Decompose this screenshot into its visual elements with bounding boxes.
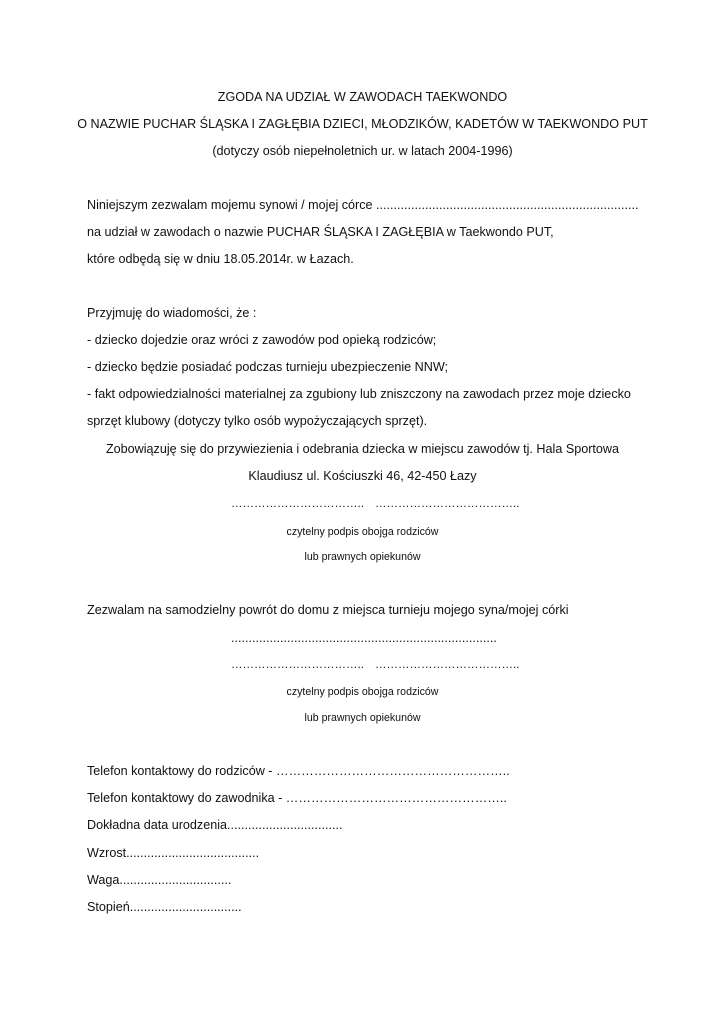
consent-line-1: Niniejszym zezwalam mojemu synowi / mojej córce ........................................................................... xyxy=(87,198,639,212)
signature-dots-right: ……………………………….. xyxy=(375,498,520,510)
field-birth-date: Dokładna data urodzenia................................. xyxy=(87,818,343,832)
consent-line-2: na udział w zawodach o nazwie PUCHAR ŚLĄSKA I ZAGŁĘBIA w Taekwondo PUT, xyxy=(87,225,554,239)
signature-dots-right: ……………………………….. xyxy=(375,659,520,671)
signature-caption: lub prawnych opiekunów xyxy=(304,712,421,724)
field-height: Wzrost...................................... xyxy=(87,846,260,860)
ack-item: - fakt odpowiedzialności materialnej za zgubiony lub zniszczony na zawodach przez moje dziecko xyxy=(87,387,631,401)
signature-dots-left: …………………………….. xyxy=(231,659,364,671)
field-weight: Waga................................ xyxy=(87,873,232,887)
signature-caption: czytelny podpis obojga rodziców xyxy=(286,526,439,538)
field-grade: Stopień................................ xyxy=(87,900,242,914)
signature-dots-left: …………………………….. xyxy=(231,498,364,510)
return-home-dots: ............................................................................ xyxy=(231,631,497,645)
consent-line-3: które odbędą się w dniu 18.05.2014r. w Łazach. xyxy=(87,252,354,266)
ack-item: - dziecko będzie posiadać podczas turnieju ubezpieczenie NNW; xyxy=(87,360,448,374)
ack-item: - dziecko dojedzie oraz wróci z zawodów pod opieką rodziców; xyxy=(87,333,437,347)
ack-intro: Przyjmuję do wiadomości, że : xyxy=(87,306,257,320)
field-athlete-phone: Telefon kontaktowy do zawodnika - …………………………………………….. xyxy=(87,791,507,805)
signature-caption: lub prawnych opiekunów xyxy=(304,551,421,563)
return-home-consent: Zezwalam na samodzielny powrót do domu z miejsca turnieju mojego syna/mojej córki xyxy=(87,603,569,617)
signature-caption: czytelny podpis obojga rodziców xyxy=(286,686,439,698)
form-note: (dotyczy osób niepełnoletnich ur. w latach 2004-1996) xyxy=(212,144,513,158)
obligation-line-1: Zobowiązuję się do przywiezienia i odebrania dziecka w miejscu zawodów tj. Hala Sportowa xyxy=(105,442,620,456)
field-parent-phone: Telefon kontaktowy do rodziców - ……………………………………………….. xyxy=(87,764,510,778)
form-title: ZGODA NA UDZIAŁ W ZAWODACH TAEKWONDO xyxy=(217,90,508,104)
form-subtitle: O NAZWIE PUCHAR ŚLĄSKA I ZAGŁĘBIA DZIECI, MŁODZIKÓW, KADETÓW W TAEKWONDO PUT xyxy=(77,117,648,131)
ack-item: sprzęt klubowy (dotyczy tylko osób wypożyczających sprzęt). xyxy=(87,414,428,428)
obligation-line-2: Klaudiusz ul. Kościuszki 46, 42-450 Łazy xyxy=(248,469,477,483)
